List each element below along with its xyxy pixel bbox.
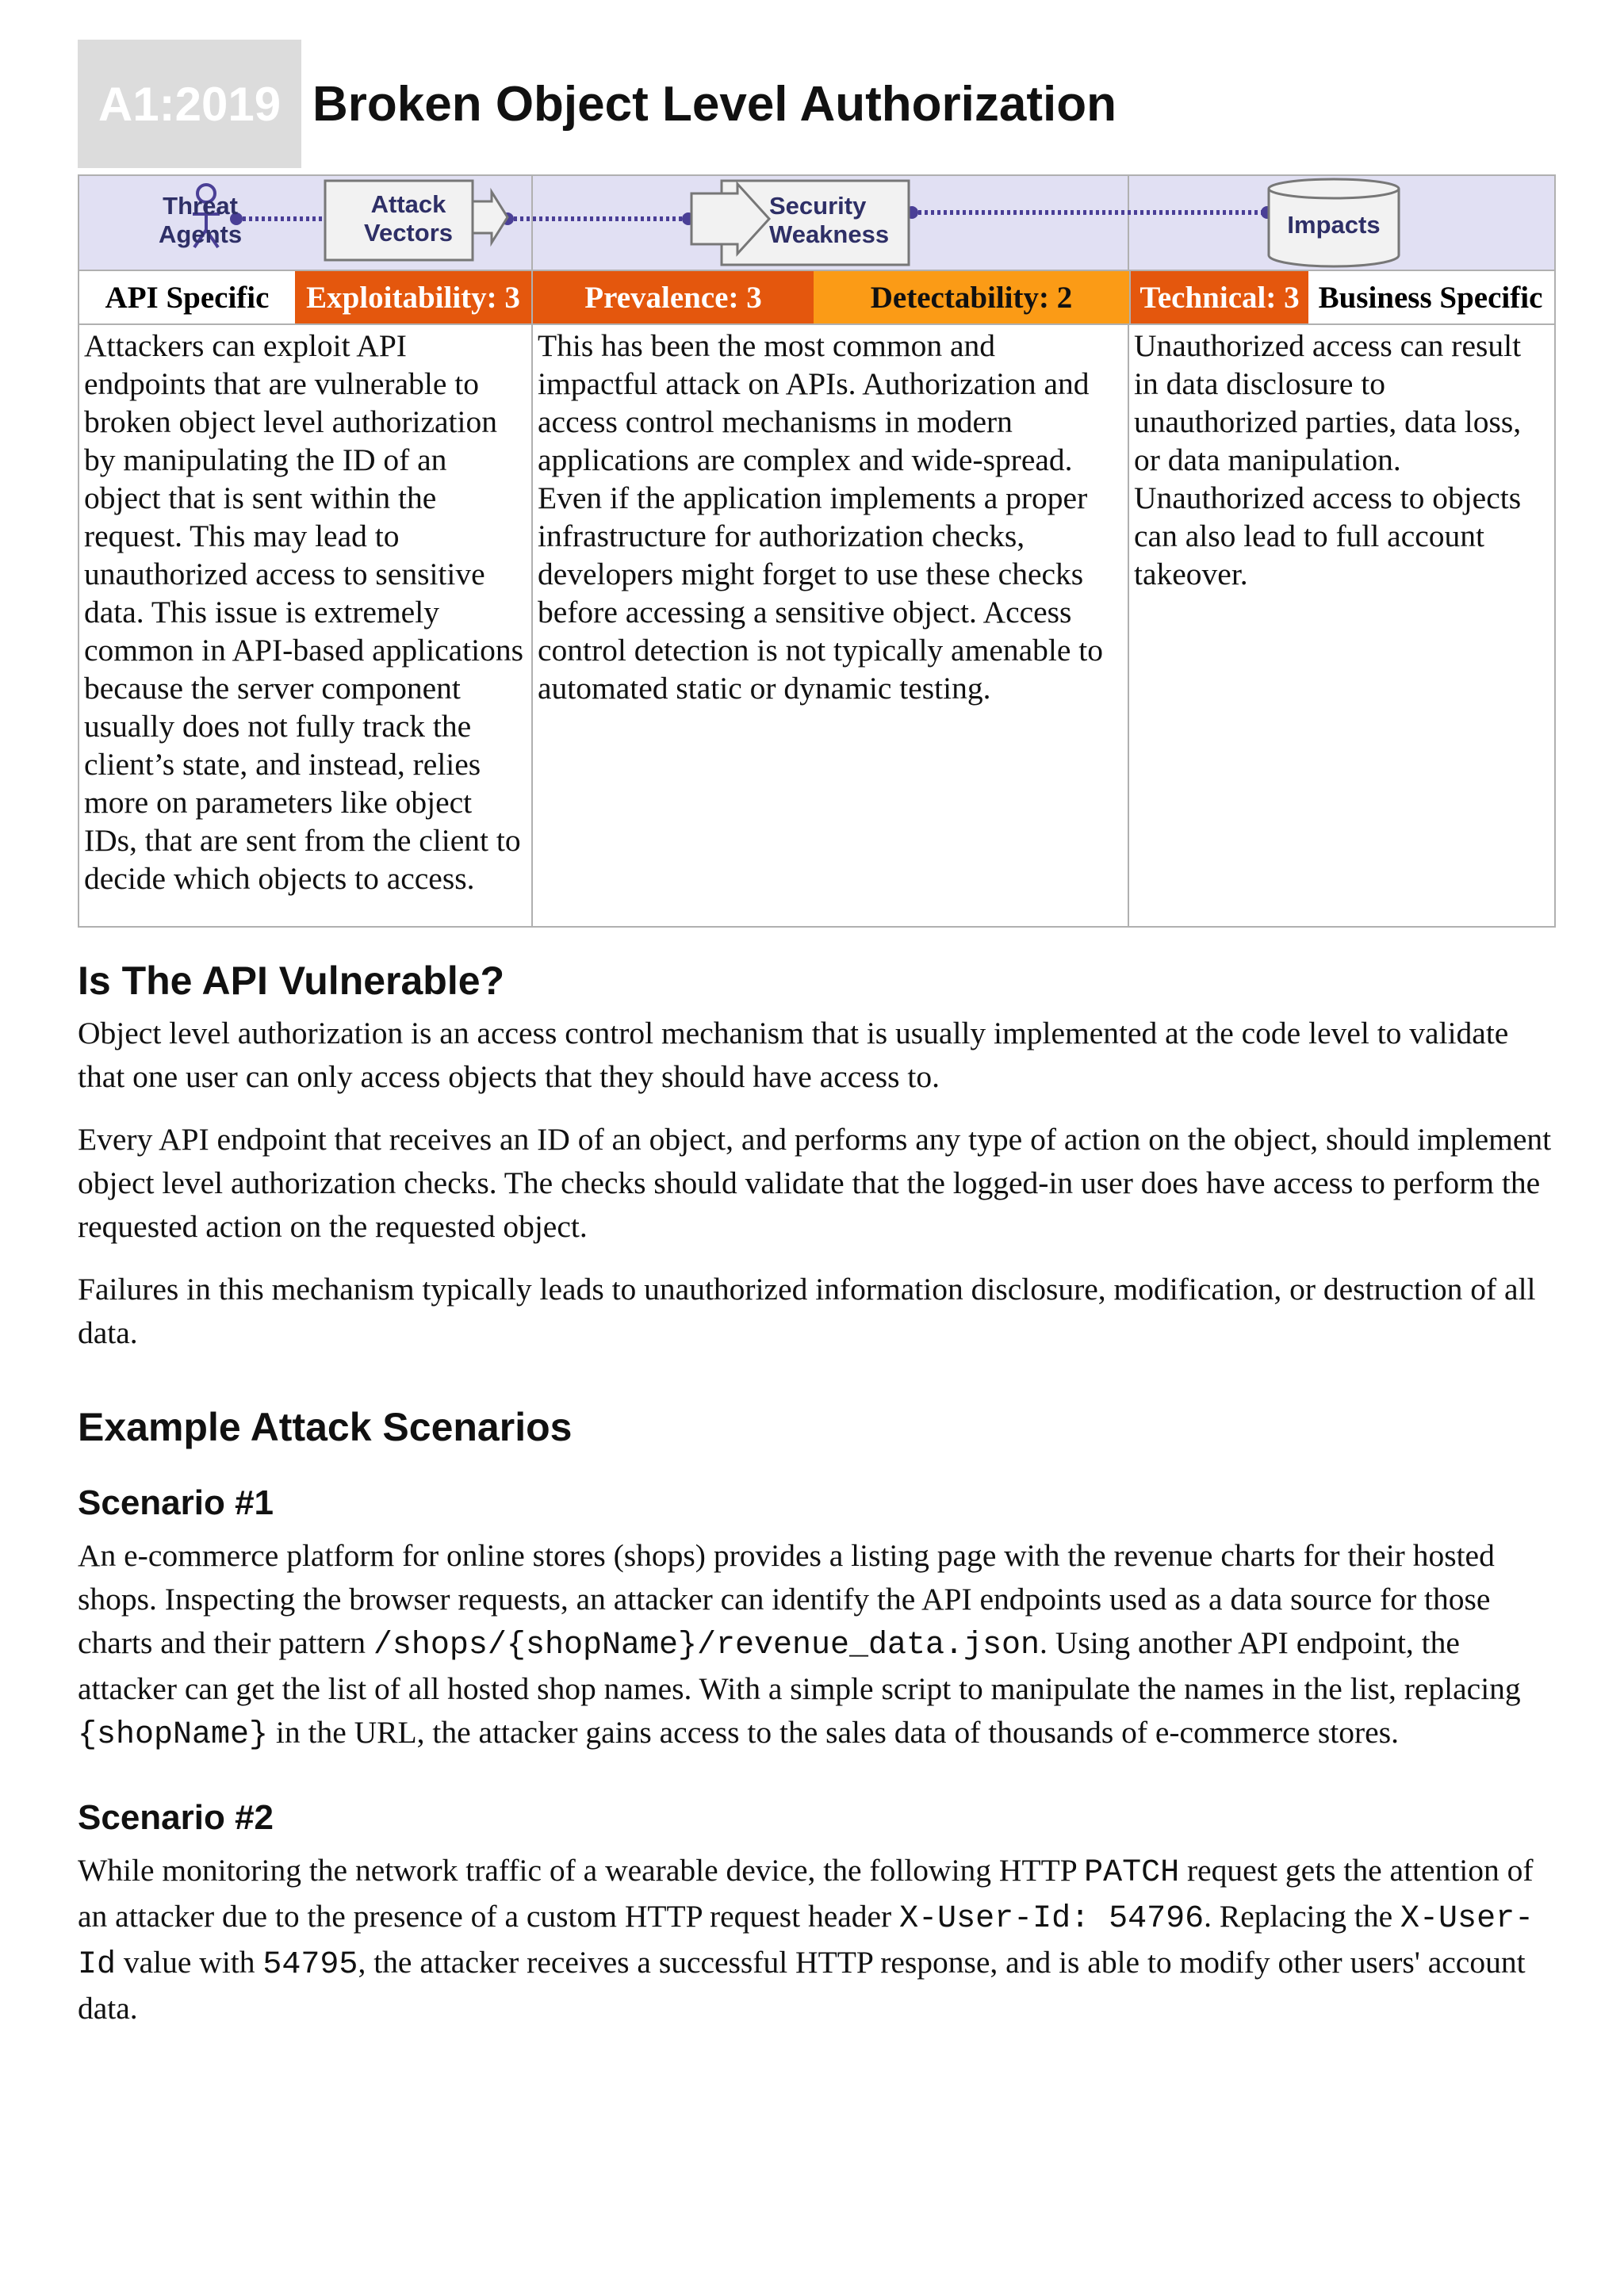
risk-flow-diagram xyxy=(79,176,1554,271)
api-specific-cell: API Specific xyxy=(79,271,295,323)
code-snippet: X-User-Id: 54796 xyxy=(899,1901,1205,1937)
weakness-description: This has been the most common and impactful attack on APIs. Authorization and access control mechanisms in modern applications are complex and wide-spread. Even if the application implements a proper infrastructure for authorization checks, developers might forget to use these checks before accessing a sensitive object. Access control detection is not typically amenable to automated static or dynamic testing. xyxy=(531,325,1128,926)
risk-table xyxy=(78,174,1556,928)
code-snippet: {shopName} xyxy=(78,1717,269,1753)
impacts-description: Unauthorized access can result in data disclosure to unauthorized parties, data loss, or data manipulation. Unauthorized access to objects can also lead to full account takeover. xyxy=(1128,325,1551,926)
risk-id-badge: A1:2019 xyxy=(78,40,301,168)
technical-impact-cell: Technical: 3 xyxy=(1129,271,1308,323)
risk-factors-row xyxy=(79,271,1554,325)
business-specific-cell: Business Specific xyxy=(1308,271,1553,323)
code-snippet: PATCH xyxy=(1084,1855,1180,1891)
page xyxy=(78,40,1553,2030)
threat-description: Attackers can exploit API endpoints that are vulnerable to broken object level authorization by manipulating the ID of an object that is sent within the request. This may lead to unauthorized access to sensitive data. This issue is extremely common in API-based applications because the server component usually does not fully track the client’s state, and instead, relies more on parameters like object IDs, that are sent from the client to decide which objects to access. xyxy=(84,328,524,896)
vulnerable-paragraph-2: Every API endpoint that receives an ID of an object, and performs any type of action on the object, should implement object level authorization checks. The checks should validate that the logged-in user does have access to perform the requested action on the requested object. xyxy=(78,1122,1552,1244)
vulnerable-paragraph-3: Failures in this mechanism typically leads to unauthorized information disclosure, modification, or destruction of all data. xyxy=(78,1272,1536,1350)
page-title: Broken Object Level Authorization xyxy=(312,76,1116,132)
exploitability-cell: Exploitability: 3 xyxy=(295,271,531,323)
vulnerable-heading: Is The API Vulnerable? xyxy=(78,959,505,1003)
code-snippet: 54795 xyxy=(262,1947,358,1983)
impacts-label: Impacts xyxy=(1287,211,1381,239)
scenario-1-text: An e-commerce platform for online stores (shops) provides a listing page with the revenue charts for their hosted shops. Inspecting the browser requests, an attacker can identify the API endpoints used as a data source for those charts and their pattern /shops/{shopName}/revenue_data.json. Using another API endpoint, the attacker can get the list of all hosted shop names. With a simple script to manipulate the names in the list, replacing {shopName} in the URL, the attacker gains access to the sales data of thousands of e-commerce stores. xyxy=(78,1538,1521,1753)
scenarios-heading: Example Attack Scenarios xyxy=(78,1405,573,1449)
threat-agents-label: Threat Agents xyxy=(159,192,243,248)
detectability-cell: Detectability: 2 xyxy=(814,271,1129,323)
scenario-2-text: While monitoring the network traffic of a wearable device, the following HTTP PATCH request gets the attention of an attacker due to the presence of a custom HTTP request header X-User-Id: 54796. Replacing the X-User-Id value with 54795, the attacker receives a successful HTTP response, and is able to modify other users' account data. xyxy=(78,1853,1534,2026)
prevalence-cell: Prevalence: 3 xyxy=(531,271,814,323)
scenario-1-title: Scenario #1 xyxy=(78,1483,274,1522)
title-row xyxy=(78,40,1553,168)
attack-vectors-label: Attack Vectors xyxy=(363,190,453,247)
code-snippet: X-User-Id xyxy=(78,1901,1534,1983)
security-weakness-label: Security Weakness xyxy=(769,192,890,248)
vulnerable-paragraph-1: Object level authorization is an access control mechanism that is usually implemented at the code level to validate that one user can only access objects that they should have access to. xyxy=(78,1016,1509,1094)
code-snippet: /shops/{shopName}/revenue_data.json xyxy=(373,1628,1040,1663)
risk-descriptions-row xyxy=(79,325,1554,926)
scenario-2-title: Scenario #2 xyxy=(78,1798,274,1837)
